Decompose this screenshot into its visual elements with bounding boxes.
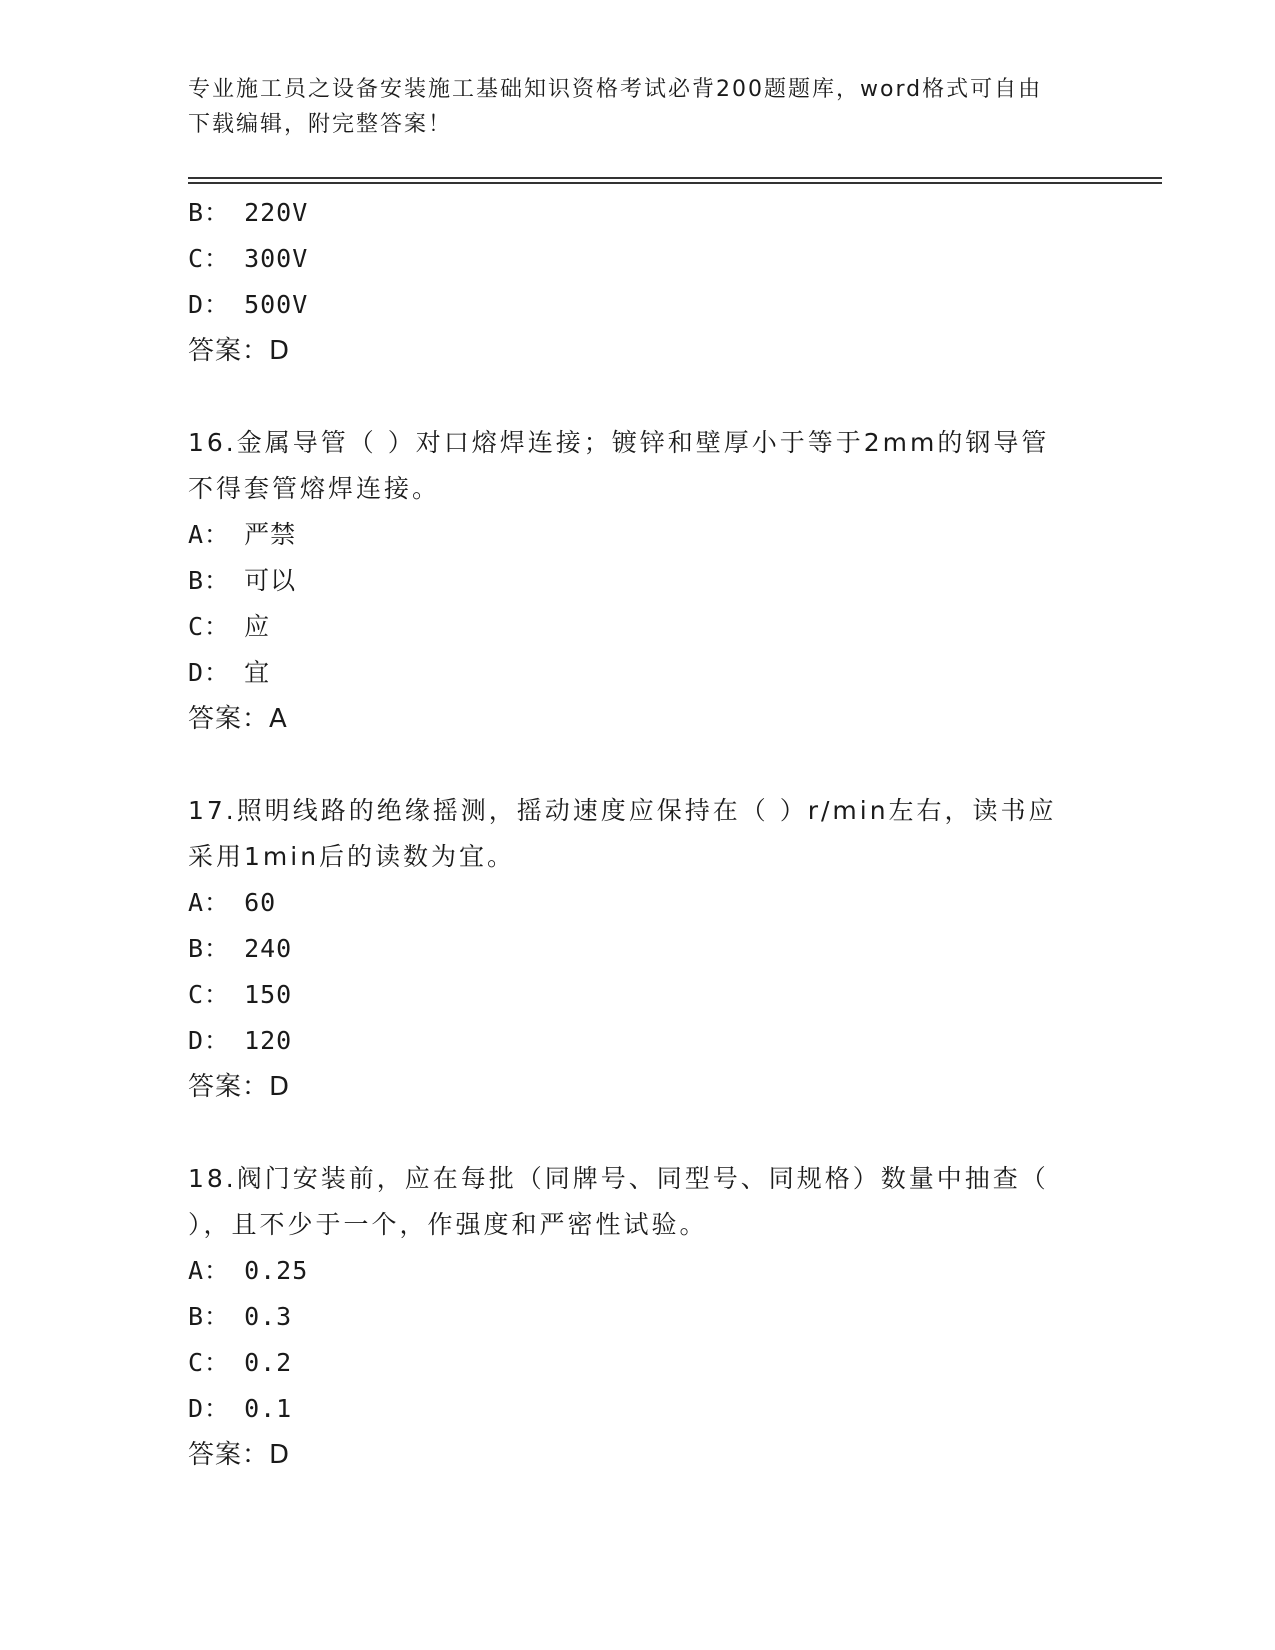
question-18	[188, 1156, 1088, 1478]
option-label: D：	[188, 1026, 231, 1055]
header-line-2: 下载编辑，附完整答案！	[188, 112, 453, 137]
option-c	[188, 236, 1088, 282]
option-b	[188, 926, 1088, 972]
answer-line: 答案：D	[188, 1072, 291, 1102]
option-value: 500V	[244, 290, 309, 319]
header-divider-bottom	[188, 182, 1162, 184]
option-value: 0.3	[244, 1302, 293, 1331]
option-value: 0.1	[244, 1394, 293, 1423]
option-label: D：	[188, 290, 231, 319]
option-b	[188, 558, 1088, 604]
question-text-line-1: 18.阀门安装前，应在每批（同牌号、同型号、同规格）数量中抽查（	[188, 1164, 1049, 1193]
option-b	[188, 1294, 1088, 1340]
question-text-line-2: 不得套管熔焊连接。	[188, 474, 441, 503]
option-label: C：	[188, 980, 231, 1009]
option-label: C：	[188, 612, 231, 641]
option-label: B：	[188, 934, 231, 963]
option-label: C：	[188, 244, 231, 273]
question-text-line-2: 采用1min后的读数为宜。	[188, 842, 516, 871]
answer-line: 答案：A	[188, 704, 288, 734]
option-value: 可以	[244, 566, 297, 595]
option-value: 0.2	[244, 1348, 293, 1377]
partial-question	[188, 190, 1088, 374]
option-label: B：	[188, 1302, 231, 1331]
option-c	[188, 604, 1088, 650]
option-value: 220V	[244, 198, 309, 227]
question-list	[188, 190, 1088, 1478]
option-d	[188, 650, 1088, 696]
option-value: 300V	[244, 244, 309, 273]
option-label: D：	[188, 658, 231, 687]
option-value: 120	[244, 1026, 293, 1055]
option-value: 0.25	[244, 1256, 309, 1285]
option-d	[188, 1386, 1088, 1432]
answer-line: 答案：D	[188, 336, 291, 366]
option-label: C：	[188, 1348, 231, 1377]
option-a	[188, 1248, 1088, 1294]
document-header	[188, 72, 1068, 142]
question-text-line-2: ），且不少于一个，作强度和严密性试验。	[188, 1210, 708, 1239]
option-c	[188, 1340, 1088, 1386]
option-label: A：	[188, 888, 231, 917]
option-d	[188, 1018, 1088, 1064]
option-value: 严禁	[244, 520, 297, 549]
option-value: 宜	[244, 658, 271, 687]
question-17	[188, 788, 1088, 1110]
option-label: A：	[188, 520, 231, 549]
header-divider-top	[188, 177, 1162, 179]
answer-line: 答案：D	[188, 1440, 291, 1470]
option-d	[188, 282, 1088, 328]
option-value: 240	[244, 934, 293, 963]
option-value: 应	[244, 612, 271, 641]
option-b	[188, 190, 1088, 236]
question-text-line-1: 17.照明线路的绝缘摇测，摇动速度应保持在（ ）r/min左右，读书应	[188, 796, 1057, 825]
option-label: B：	[188, 566, 231, 595]
option-a	[188, 880, 1088, 926]
option-label: A：	[188, 1256, 231, 1285]
option-a	[188, 512, 1088, 558]
option-label: B：	[188, 198, 231, 227]
option-c	[188, 972, 1088, 1018]
header-line-1: 专业施工员之设备安装施工基础知识资格考试必背200题题库，word格式可自由	[188, 77, 1043, 102]
option-value: 60	[244, 888, 277, 917]
option-value: 150	[244, 980, 293, 1009]
question-16	[188, 420, 1088, 742]
question-text-line-1: 16.金属导管（ ）对口熔焊连接；镀锌和壁厚小于等于2mm的钢导管	[188, 428, 1050, 457]
option-label: D：	[188, 1394, 231, 1423]
